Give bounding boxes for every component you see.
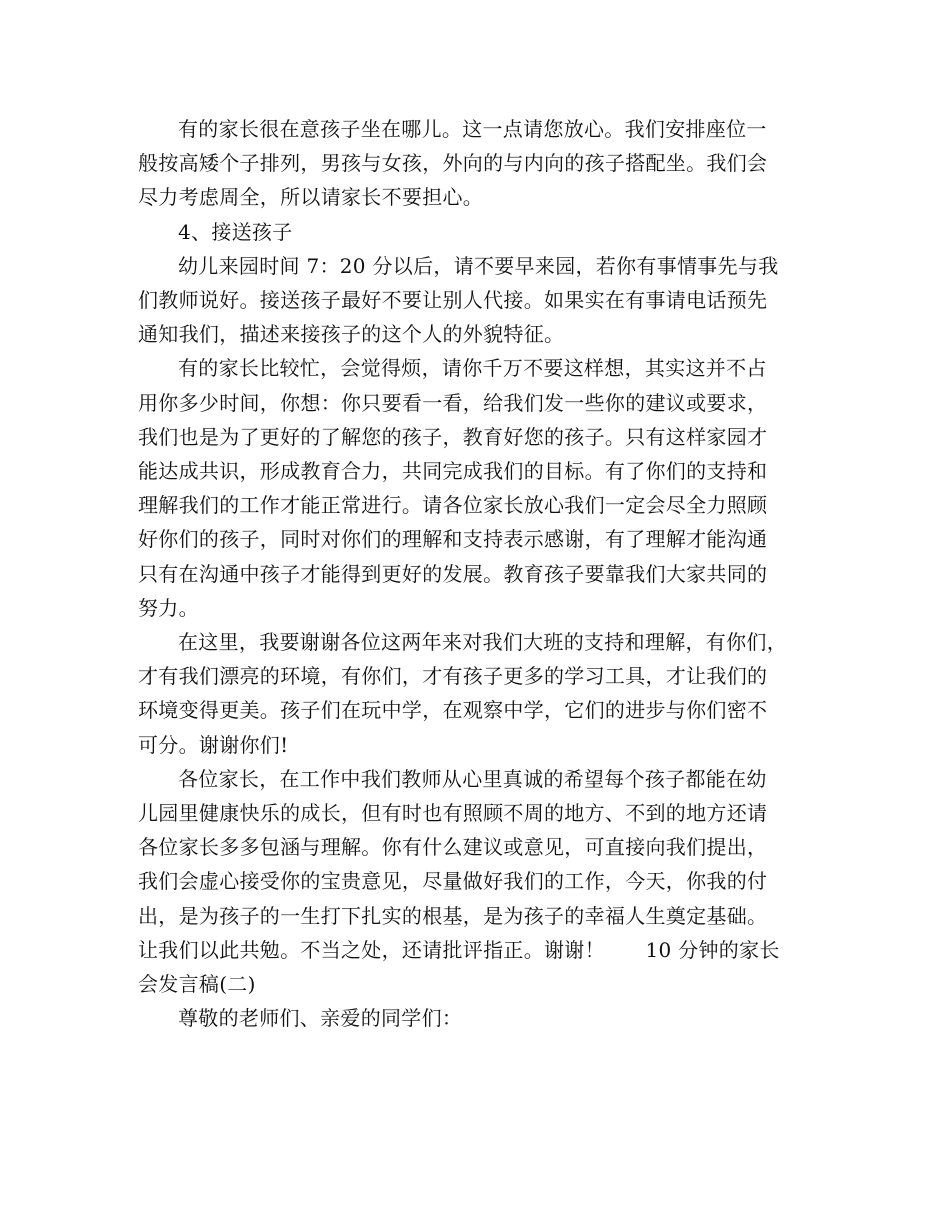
text-line: 会发言稿(二) [138,972,256,997]
text-line: 儿园里健康快乐的成长，但有时也有照顾不周的地方、不到的地方还请 [138,801,768,826]
paragraph-busy-parents [138,351,822,625]
text-line: 们教师说好。接送孩子最好不要让别人代接。如果实在有事请电话预先 [138,288,768,313]
text-line: 出，是为孩子的一生打下扎实的根基，是为孩子的幸福人生奠定基础。 [138,903,768,928]
text-line: 4、接送孩子 [178,219,293,244]
text-line: 有的家长比较忙，会觉得烦，请你千万不要这样想，其实这并不占 [178,356,767,381]
text-line: 尊敬的老师们、亲爱的同学们： [178,1006,463,1031]
text-line: 可分。谢谢你们! [138,732,289,757]
text-line: 幼儿来园时间 7：20 分以后，请不要早来园，若你有事情事先与我 [178,253,779,278]
text-line: 我们会虚心接受你的宝贵意见，尽量做好我们的工作，今天，你我的付 [138,869,768,894]
text-line: 努力。 [138,595,199,620]
text-line: 让我们以此共勉。不当之处，还请批评指正。谢谢！ 10 分钟的家长 [138,937,780,962]
paragraph-pickup-time [138,249,822,352]
text-line: 能达成共识，形成教育合力，共同完成我们的目标。有了你们的支持和 [138,459,768,484]
text-line: 才有我们漂亮的环境，有你们，才有孩子更多的学习工具，才让我们的 [138,664,768,689]
text-line: 般按高矮个子排列，男孩与女孩，外向的与内向的孩子搭配坐。我们会 [138,151,768,176]
document-body [138,112,822,1035]
paragraph-salutation [138,1001,822,1035]
paragraph-seating [138,112,822,215]
text-line: 用你多少时间，你想：你只要看一看，给我们发一些你的建议或要求， [138,390,768,415]
text-line: 环境变得更美。孩子们在玩中学，在观察中学，它们的进步与你们密不 [138,698,768,723]
text-line: 通知我们，描述来接孩子的这个人的外貌特征。 [138,322,565,347]
text-line: 只有在沟通中孩子才能得到更好的发展。教育孩子要靠我们大家共同的 [138,561,768,586]
paragraph-thanks [138,625,822,762]
paragraph-closing [138,762,822,1001]
section-heading-pickup [138,215,822,249]
text-line: 尽力考虑周全，所以请家长不要担心。 [138,185,484,210]
text-line: 各位家长，在工作中我们教师从心里真诚的希望每个孩子都能在幼 [178,766,767,791]
text-line: 我们也是为了更好的了解您的孩子，教育好您的孩子。只有这样家园才 [138,424,768,449]
text-line: 理解我们的工作才能正常进行。请各位家长放心我们一定会尽全力照顾 [138,493,768,518]
text-line: 好你们的孩子，同时对你们的理解和支持表示感谢，有了理解才能沟通 [138,527,768,552]
text-line: 在这里，我要谢谢各位这两年来对我们大班的支持和理解，有你们， [178,630,787,655]
text-line: 有的家长很在意孩子坐在哪儿。这一点请您放心。我们安排座位一 [178,117,767,141]
text-line: 各位家长多多包涵与理解。你有什么建议或意见，可直接向我们提出， [138,835,768,860]
